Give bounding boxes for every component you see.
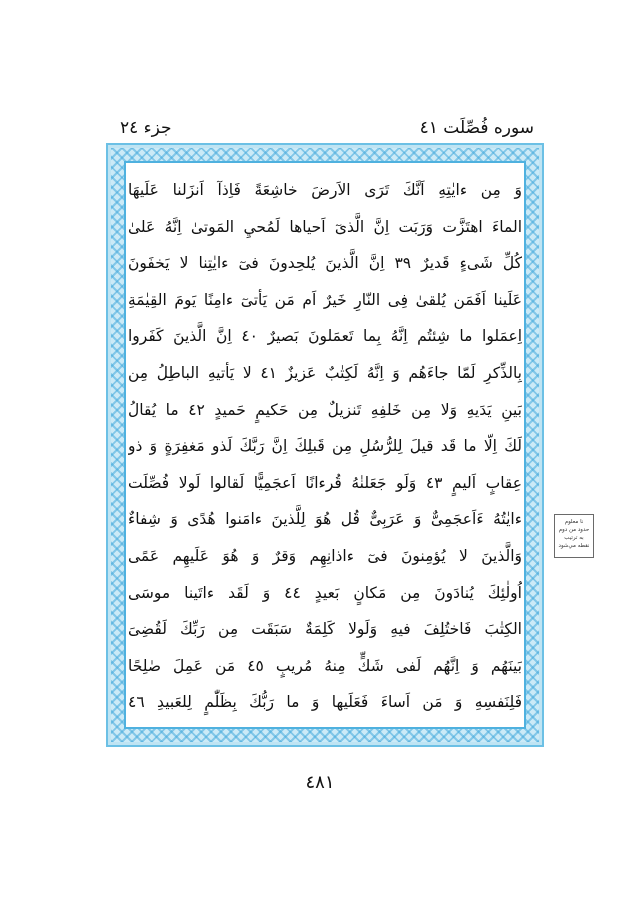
verse-line: بِالذِّكرِ لَمّا جاءَهُم وَ اِنَّهُ لَكِتٰبٌ عَزيزٌ ٤١ لا يَأتيهِ الباطِلُ مِن	[128, 363, 522, 382]
verse-text-block	[128, 172, 522, 721]
verse-line: وَالَّذينَ لا يُؤمِنونَ فىٓ ءاذانِهِم وَقرٌ وَ هُوَ عَلَيهِم عَمًى	[128, 546, 522, 565]
verse-line: اُولٰئِكَ يُنادَونَ مِن مَكانٍ بَعيدٍ ٤٤ وَ لَقَد ءاتَينا موسَى	[128, 583, 522, 602]
verse-line: فَلِنَفسِهِ وَ مَن اَساءَ فَعَلَيها وَ ما رَبُّكَ بِظَلّٰمٍ لِلعَبيدِ ٤٦	[128, 693, 522, 712]
margin-note	[554, 514, 594, 558]
verse-line: كُلِّ شَىءٍ قَديرٌ ٣٩ اِنَّ الَّذينَ يُلحِدونَ فىٓ ءايٰتِنا لا يَخفَونَ	[128, 254, 522, 273]
verse-line: عِقابٍ اَليمٍ ٤٣ وَلَو جَعَلنٰهُ قُرءانًا اَعجَمِيًّا لَقالوا لَولا فُصِّلَت	[128, 473, 522, 492]
verse-line: بَينَهُم وَ اِنَّهُم لَفى شَكٍّ مِنهُ مُريبٍ ٤٥ مَن عَمِلَ صٰلِحًا	[128, 656, 522, 675]
verse-line: الماءَ اهتَزَّت وَرَبَت اِنَّ الَّذىٓ اَحياها لَمُحيِ المَوتىٰ اِنَّهُ عَلىٰ	[128, 217, 522, 236]
verse-line: بَينِ يَدَيهِ وَلا مِن خَلفِهِ تَنزيلٌ مِن حَكيمٍ حَميدٍ ٤٢ ما يُقالُ	[128, 400, 522, 419]
verse-line: الكِتٰبَ فَاختُلِفَ فيهِ وَلَولا كَلِمَةٌ سَبَقَت مِن رَبِّكَ لَقُضِىَ	[128, 620, 522, 639]
surah-title: سوره فُصِّلَت ٤١	[419, 118, 534, 138]
margin-note-line: حدود من دوم	[558, 527, 590, 533]
margin-note-line: نا معلوم	[564, 519, 584, 525]
verse-line: عَلَينا اَفَمَن يُلقىٰ فِى النّارِ خَيرٌ اَم مَن يَأتىٓ ءامِنًا يَومَ القِيٰمَةِ	[128, 290, 522, 309]
verse-line: اِعمَلوا ما شِئتُم اِنَّهُ بِما تَعمَلونَ بَصيرٌ ٤٠ اِنَّ الَّذينَ كَفَروا	[128, 327, 522, 346]
margin-note-line: نقطه مي‌شود	[558, 543, 590, 549]
verse-line: ءايٰتُهُ ءَاَعجَمِىٌّ وَ عَرَبِىٌّ قُل هُوَ لِلَّذينَ ءامَنوا هُدًى وَ شِفاءٌ	[128, 510, 522, 529]
margin-note-line: به ترتیب	[564, 535, 584, 541]
verse-line: لَكَ اِلّا ما قَد قيلَ لِلرُّسُلِ مِن قَبلِكَ اِنَّ رَبَّكَ لَذو مَغفِرَةٍ وَ ذو	[128, 437, 522, 456]
verse-line: وَ مِن ءايٰتِهِ اَنَّكَ تَرَى الاَرضَ خاشِعَةً فَاِذآ اَنزَلنا عَلَيهَا	[128, 181, 522, 199]
juz-label: جزء ٢٤	[120, 118, 172, 138]
page-number: ٤٨١	[305, 772, 335, 793]
